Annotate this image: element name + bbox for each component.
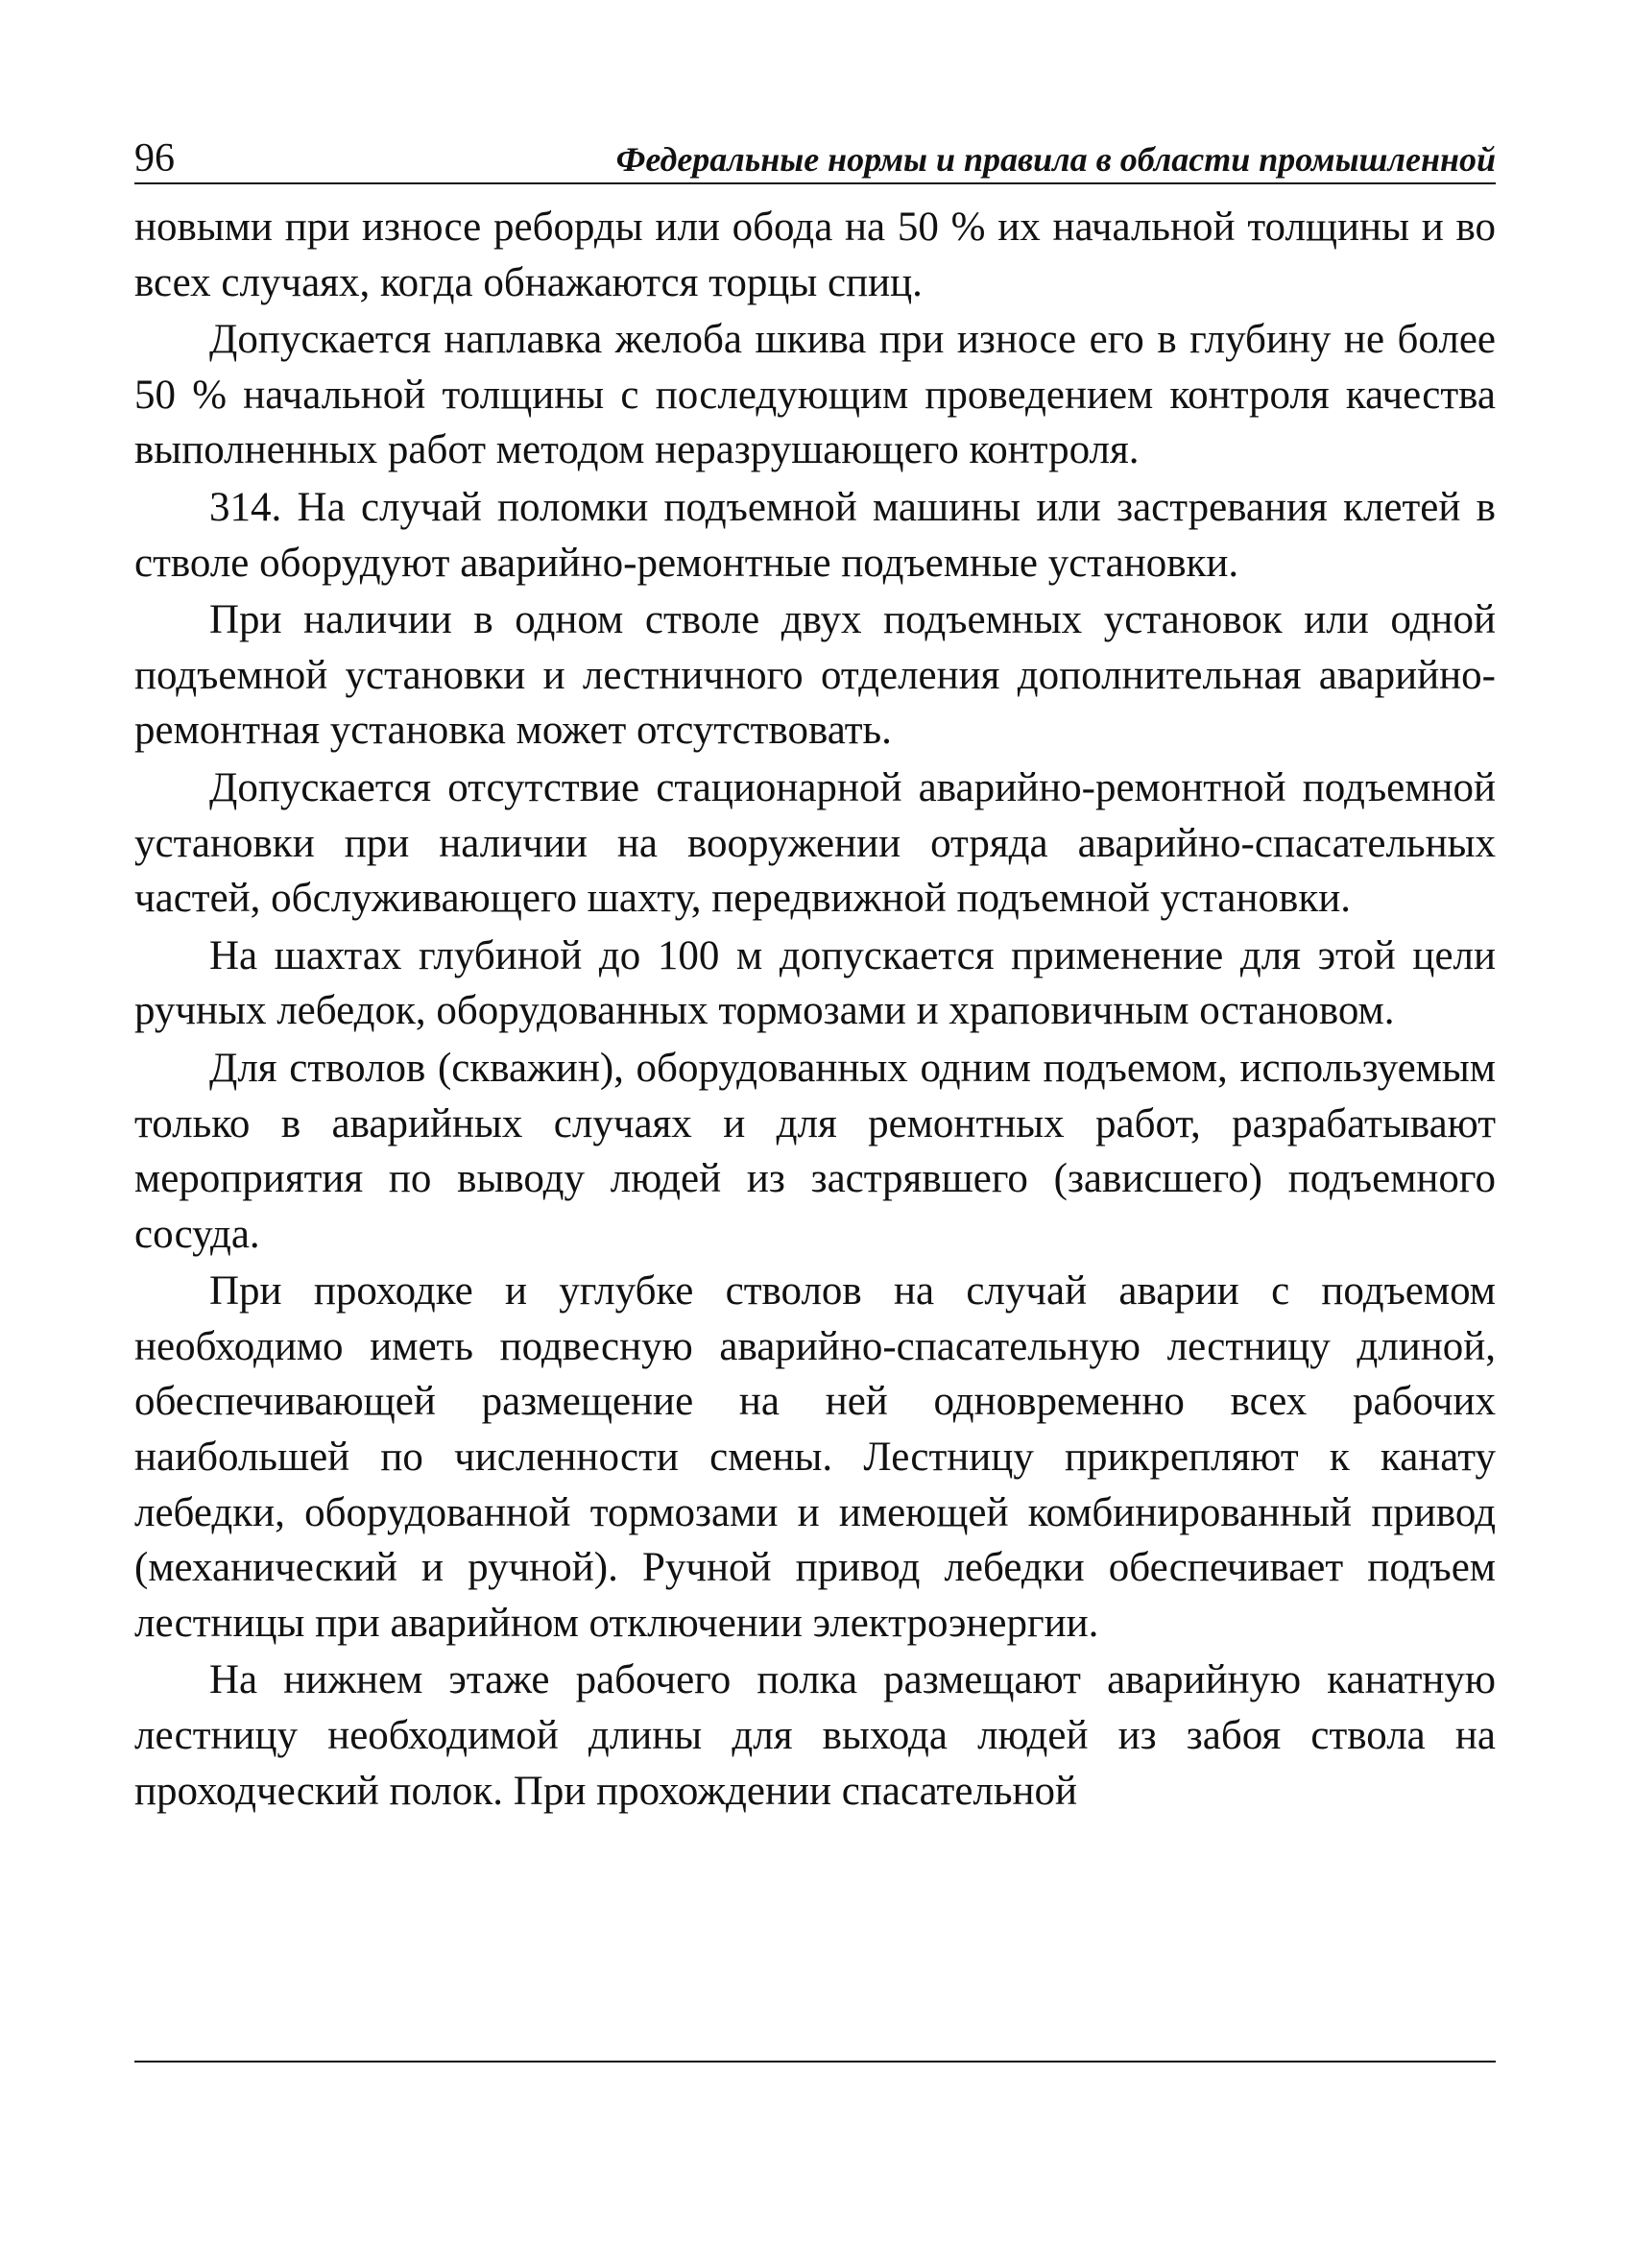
bottom-rule <box>134 2061 1496 2063</box>
paragraph: При проходке и углубке стволов на случай аварии с подъемом необходимо иметь подвесную аварийно-спасательную лестницу длиной, обеспечивающей размещение на ней одновременно всех рабочих наибольшей по численности смены. Лестницу прикрепляют к канату лебедки, оборудованной тормозами и имеющей комбинированный привод (механический и ручной). Ручной привод лебедки обеспечивает подъем лестницы при аварийном отключении электроэнергии. <box>134 1268 1496 1646</box>
paragraph: На нижнем этаже рабочего полка размещают аварийную канатную лестницу необходимой длины для выхода людей из забоя ствола на проходческий полок. При прохождении спасательной <box>134 1657 1496 1814</box>
page-number: 96 <box>134 136 175 181</box>
running-header <box>134 123 1496 184</box>
paragraph: Для стволов (скважин), оборудованных одним подъемом, используемым только в аварийных случаях и для ремонтных работ, разрабатывают мероприятия по выводу людей из застрявшего (зависшего) подъемного сосуда. <box>134 1045 1496 1257</box>
paragraph: На шахтах глубиной до 100 м допускается применение для этой цели ручных лебедок, оборудованных тормозами и храповичным остановом. <box>134 932 1496 1034</box>
paragraph: Допускается отсутствие стационарной аварийно-ремонтной подъемной установки при наличии на вооружении отряда аварийно-спасательных частей, обслуживающего шахту, передвижной подъемной установки. <box>134 764 1496 922</box>
running-title: Федеральные нормы и правила в области промышленной <box>615 140 1496 179</box>
paragraph: При наличии в одном стволе двух подъемных установок или одной подъемной установки и лестничного отделения дополнительная аварийно-ремонтная установка может отсутствовать. <box>134 597 1496 754</box>
body-text <box>134 200 1496 1821</box>
paragraph: новыми при износе реборды или обода на 50 % их начальной толщины и во всех случаях, когда обнажаются торцы спиц. <box>134 205 1496 305</box>
paragraph: 314. На случай поломки подъемной машины или застревания клетей в стволе оборудуют аварийно-ремонтные подъемные установки. <box>134 484 1496 586</box>
paragraph: Допускается наплавка желоба шкива при износе его в глубину не более 50 % начальной толщины с последующим проведением контроля качества выполненных работ методом неразрушающего контроля. <box>134 317 1496 473</box>
